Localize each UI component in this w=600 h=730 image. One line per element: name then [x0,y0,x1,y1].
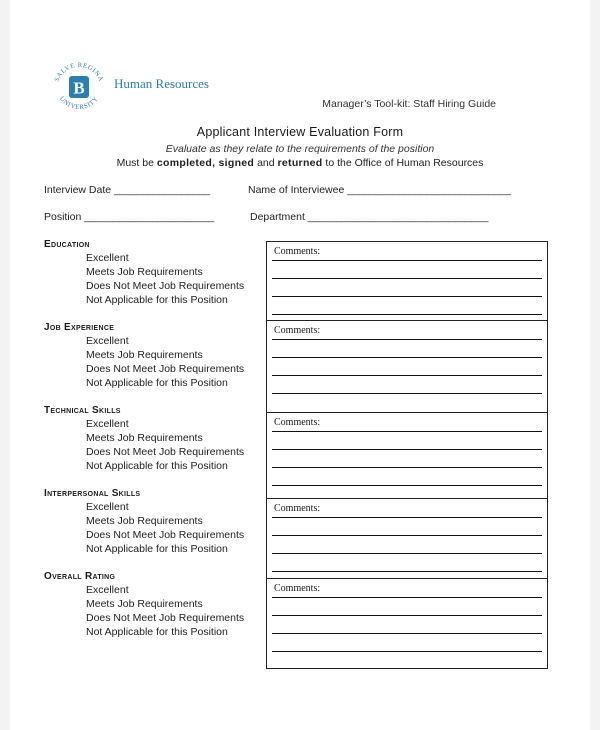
option-does-not-meet[interactable]: Does Not Meet Job Requirements [86,612,245,624]
instr-mid: and [254,157,278,169]
comments-label: Comments: [274,417,321,428]
toolkit-subtitle: Manager’s Tool-kit: Staff Hiring Guide [322,98,496,110]
comments-box-technical-skills[interactable] [266,412,548,498]
interview-date-field[interactable] [44,184,210,196]
interview-date-line[interactable]: _________________ [114,184,210,196]
position-line[interactable]: _______________________ [84,211,214,223]
comments-label: Comments: [274,325,321,336]
seal-monogram: B [73,78,85,98]
option-not-applicable[interactable]: Not Applicable for this Position [86,377,228,389]
option-excellent[interactable]: Excellent [86,335,129,347]
form-title: Applicant Interview Evaluation Form [196,125,404,139]
comments-box-overall-rating[interactable] [266,578,548,669]
instr-bold-returned: returned [277,157,323,169]
instr-bold-completed: completed, signed [156,157,255,169]
instr-post: to the Office of Human Resources [322,157,484,169]
option-meets-requirements[interactable]: Meets Job Requirements [86,432,203,444]
option-does-not-meet[interactable]: Does Not Meet Job Requirements [86,280,245,292]
department-line[interactable]: ________________________________ [307,211,489,223]
document-page [10,0,590,730]
option-not-applicable[interactable]: Not Applicable for this Position [86,460,228,472]
section-title-education: Education [44,239,90,250]
comments-label: Comments: [274,503,321,514]
section-title-technical-skills: Technical Skills [44,405,121,416]
university-seal-logo [48,56,110,118]
instr-pre: Must be [116,157,157,169]
seal-text-bottom: UNIVERSITY [57,95,101,112]
comments-box-education[interactable] [266,241,548,320]
interviewee-line[interactable]: _____________________________ [347,184,511,196]
option-meets-requirements[interactable]: Meets Job Requirements [86,266,203,278]
comments-label: Comments: [274,246,321,257]
option-not-applicable[interactable]: Not Applicable for this Position [86,294,228,306]
brand-name: Human Resources [114,76,209,91]
comments-box-interpersonal-skills[interactable] [266,498,548,578]
option-does-not-meet[interactable]: Does Not Meet Job Requirements [86,446,245,458]
option-meets-requirements[interactable]: Meets Job Requirements [86,598,203,610]
form-subtitle: Evaluate as they relate to the requirements of the position [165,143,435,155]
seal-text-top: SALVE REGINA [53,61,105,83]
comments-box-job-experience[interactable] [266,320,548,412]
section-title-overall-rating: Overall Rating [44,571,116,582]
section-title-interpersonal-skills: Interpersonal Skills [44,488,141,499]
option-does-not-meet[interactable]: Does Not Meet Job Requirements [86,363,245,375]
option-excellent[interactable]: Excellent [86,584,129,596]
department-field[interactable] [250,211,488,223]
position-label: Position [44,211,82,223]
option-meets-requirements[interactable]: Meets Job Requirements [86,515,203,527]
option-excellent[interactable]: Excellent [86,418,129,430]
option-not-applicable[interactable]: Not Applicable for this Position [86,626,228,638]
position-field[interactable] [44,211,214,223]
interviewee-name-field[interactable] [248,184,511,196]
option-excellent[interactable]: Excellent [86,501,129,513]
department-label: Department [250,211,305,223]
section-title-job-experience: Job Experience [44,322,115,333]
option-does-not-meet[interactable]: Does Not Meet Job Requirements [86,529,245,541]
option-excellent[interactable]: Excellent [86,252,129,264]
interviewee-label: Name of Interviewee [248,184,345,196]
form-instructions [10,157,590,169]
option-meets-requirements[interactable]: Meets Job Requirements [86,349,203,361]
interview-date-label: Interview Date [44,184,112,196]
comments-label: Comments: [274,583,321,594]
option-not-applicable[interactable]: Not Applicable for this Position [86,543,228,555]
